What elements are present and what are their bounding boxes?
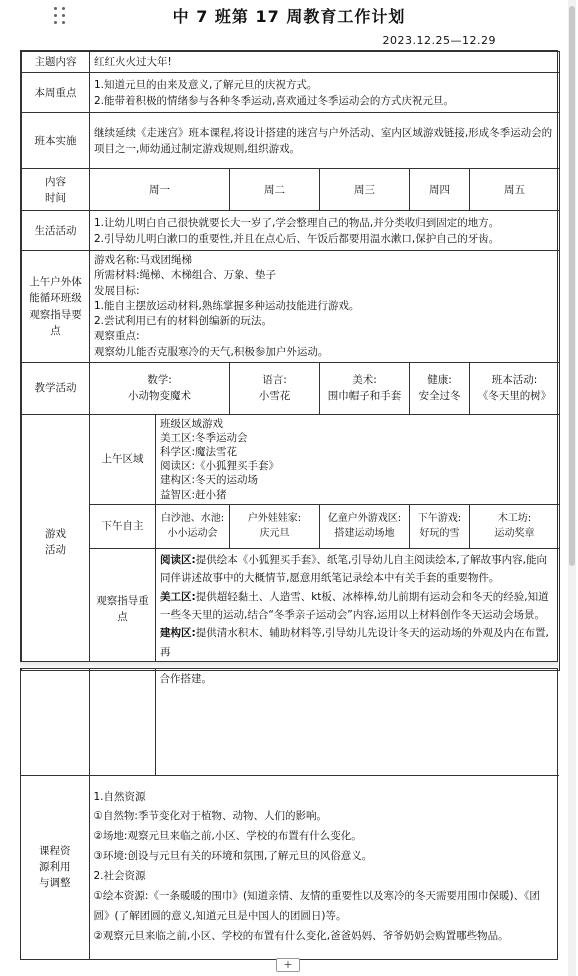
- resources-value: 1.自然资源 ①自然物:季节变化对于植物、动物、人们的影响。 ②场地:观察元旦来临之前,小区、学校的布置有什么变化。 ③环境:创设与元旦有关的环境和氛围,了解元旦的风俗意义。 2.社会资源 ①绘本资源:《一条暖暖的围巾》(知道亲情、友情的重要性以及寒冷的冬天需要用围巾保暖)、《团圆》(了解团圆的意义,知道元旦是中国人的团圆日)等。 ②观察元旦来临之前,小区、学校的布置有什么变化,爸爸妈妈、爷爷奶奶会购置哪些物品。: [89, 775, 559, 959]
- plan-table-page1: [20, 50, 558, 662]
- teaching-tue: 语言: 小雪花: [230, 362, 320, 414]
- game-observe-value: 阅读区:提供绘本《小狐狸买手套》、纸笔,引导幼儿自主阅读绘本,了解故事内容,能向同伴讲述故事中的大概情节,愿意用纸笔记录绘本中有关手套的重要物件。 美工区:提供超轻黏土、人造雪、kt板、冰棒棒,幼儿前期有运动会和冬天的经验,知道一些冬天里的运动,结合“冬季亲子运动会”内容,运用以上材料创作冬天运动会场景。 建构区:提供清水积木、辅助材料等,引导幼儿先设计冬天的运动场的外观及内在布置,再: [156, 548, 560, 670]
- day-header-label: 内容 时间: [22, 169, 90, 211]
- plan-table-page2: [20, 668, 558, 960]
- game-pm-label: 下午自主: [90, 504, 156, 548]
- game-pm-1: 白沙池、水池: 小小运动会: [156, 504, 230, 548]
- teaching-label: 教学活动: [22, 362, 90, 414]
- game-pm-2: 户外娃娃家: 庆元旦: [230, 504, 320, 548]
- date-range: 2023.12.25—12.29: [382, 34, 496, 47]
- game-pm-5: 木工坊: 运动奖章: [470, 504, 560, 548]
- page-title: 中 7 班第 17 周教育工作计划: [172, 7, 406, 26]
- outdoor-label: 上午户外体能循环班级观察指导要点: [22, 251, 90, 363]
- game-observe-label: 观察指导重点: [90, 548, 156, 670]
- day-tue: 周二: [230, 169, 320, 211]
- scrollbar-thumb[interactable]: [569, 6, 575, 566]
- day-wed: 周三: [320, 169, 410, 211]
- focus-label: 本周重点: [22, 73, 90, 113]
- game-pm-3: 亿童户外游戏区: 搭建运动场地: [320, 504, 410, 548]
- game-am-value: 班级区域游戏 美工区:冬季运动会 科学区:魔法雪花 阅读区:《小狐狸买手套》 建构区:冬天的运动场 益智区:赶小猪: [156, 414, 560, 504]
- day-fri: 周五: [470, 169, 560, 211]
- theme-value: 红红火火过大年!: [90, 52, 560, 73]
- game-label: 游戏活动: [22, 414, 90, 670]
- theme-label: 主题内容: [22, 52, 90, 73]
- resources-label: 课程资源利用与调整: [21, 775, 89, 959]
- focus-value: 1.知道元旦的由来及意义,了解元旦的庆祝方式。 2.能带着积极的情绪参与各种冬季运动,喜欢通过冬季运动会的方式庆祝元旦。: [90, 73, 560, 113]
- life-label: 生活活动: [22, 211, 90, 251]
- outdoor-value: 游戏名称:马戏团绳梯 所需材料:绳梯、木梯组合、万象、垫子 发展目标: 1.能自主摆放运动材料,熟练掌握多种运动技能进行游戏。 2.尝试利用已有的材料创编新的玩法。 观察重点: 观察幼儿能否克服寒冷的天气,积极参加户外运动。: [90, 251, 560, 363]
- game-observe-continued: 合作搭建。: [155, 669, 559, 775]
- game-am-label: 上午区域: [90, 414, 156, 504]
- teaching-wed: 美术: 围巾帽子和手套: [320, 362, 410, 414]
- class-value: 继续延续《走迷宫》班本课程,将设计搭建的迷宫与户外活动、室内区域游戏链接,形成冬季运动会的项目之一,师幼通过制定游戏规则,组织游戏。: [90, 113, 560, 169]
- teaching-mon: 数学: 小动物变魔术: [90, 362, 230, 414]
- day-thu: 周四: [410, 169, 470, 211]
- life-value: 1.让幼儿明白自己很快就要长大一岁了,学会整理自己的物品,并分类收归到固定的地方。 2.引导幼儿明白漱口的重要性,并且在点心后、午饭后都要用温水漱口,保护自己的牙齿。: [90, 211, 560, 251]
- game-pm-4: 下午游戏: 好玩的雪: [410, 504, 470, 548]
- class-label: 班本实施: [22, 113, 90, 169]
- teaching-fri: 班本活动: 《冬天里的树》: [470, 362, 560, 414]
- add-page-button[interactable]: +: [276, 958, 300, 972]
- teaching-thu: 健康: 安全过冬: [410, 362, 470, 414]
- day-mon: 周一: [90, 169, 230, 211]
